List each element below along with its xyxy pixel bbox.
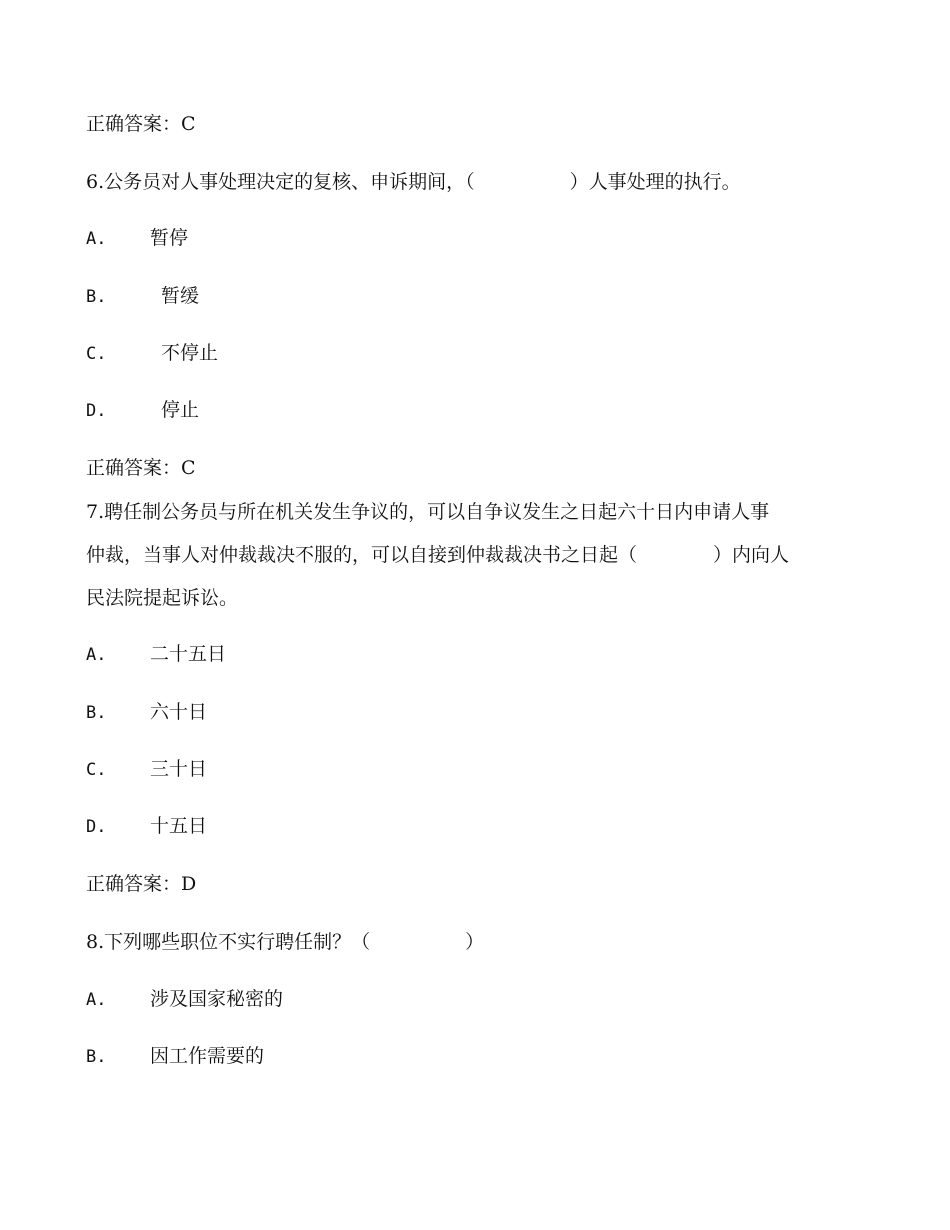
q6-option-b-text: 暂缓 (161, 285, 200, 307)
q6-option-d-letter: D. (86, 401, 107, 421)
correct-answer: 正确答案：D (86, 873, 197, 895)
q7-option-c-letter: C. (86, 760, 107, 780)
q6-option-a-letter: A. (86, 229, 107, 249)
q8-option-b-text: 因工作需要的 (150, 1045, 265, 1067)
q7-option-b-letter: B. (86, 703, 107, 723)
correct-answer: 正确答案：C (86, 113, 196, 135)
q7-option-a-text: 二十五日 (150, 643, 227, 665)
q6-option-b-letter: B. (86, 287, 107, 307)
question-6-text: 6.公务员对人事处理决定的复核、申诉期间，（ ）人事处理的执行。 (86, 171, 741, 193)
q6-option-c-letter: C. (86, 344, 107, 364)
question-8-text: 8.下列哪些职位不实行聘任制？（ ） (86, 931, 485, 953)
q8-option-b-letter: B. (86, 1047, 107, 1067)
q6-option-c-text: 不停止 (161, 342, 219, 364)
q6-option-a-text: 暂停 (150, 227, 189, 249)
question-7-text-line-1: 7.聘任制公务员与所在机关发生争议的，可以自争议发生之日起六十日内申请人事 (86, 501, 770, 523)
q7-option-c-text: 三十日 (150, 758, 208, 780)
question-7-text-line-3: 民法院提起诉讼。 (86, 587, 239, 609)
correct-answer: 正确答案：C (86, 457, 196, 479)
q7-option-a-letter: A. (86, 645, 107, 665)
q8-option-a-letter: A. (86, 990, 107, 1010)
question-7-text-line-2: 仲裁，当事人对仲裁裁决不服的，可以自接到仲裁裁决书之日起（ ）内向人 (86, 544, 790, 566)
q8-option-a-text: 涉及国家秘密的 (150, 988, 284, 1010)
q7-option-d-text: 十五日 (150, 815, 208, 837)
q7-option-b-text: 六十日 (150, 701, 208, 723)
q6-option-d-text: 停止 (161, 399, 200, 421)
q7-option-d-letter: D. (86, 817, 107, 837)
